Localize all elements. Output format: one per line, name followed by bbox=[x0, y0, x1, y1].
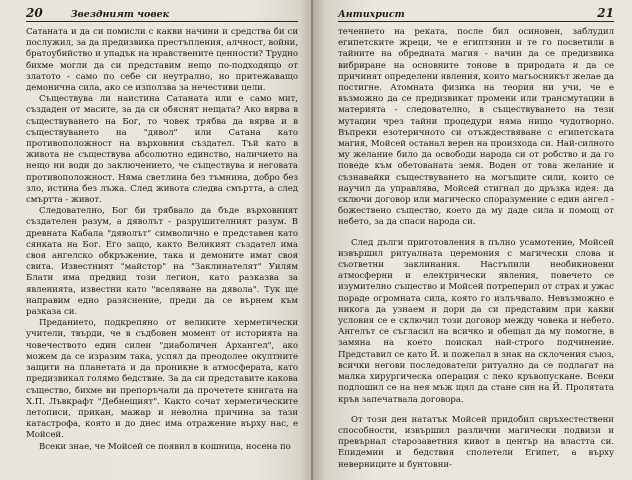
left-page bbox=[0, 0, 312, 480]
paragraph: течението на реката, после бил осиновен, заблудил египетските жреци, че е египтянин и те го посветили в тайните на обредната магия - начин да се предизвика вибриране на основните тонове в природата и да се причинят определени явления, които магьосникът желае да постигне. Атомната физика на теория ни учи, че е възможно да се предизвикат промени или трансмутации в материята - следователно, в съществуването на тези мутации чрез тайни процедури няма нищо чудотворно. Въпреки езотеричното си отъждествяване с египетската магия, Мойсей останал верен на произхода си. Най-силното му желание било да освободи народа си от робство и да го поведе към обетованата земя. Воден от това желание и съзнавайки съществуването на могъщите сили, които се научил да управлява, Мойсей стигнал до дръзка идея: да сключи договор или магическо споразумение с един ангел - божествено същество, което да му даде сила и помощ от небето, за да спаси народа си. bbox=[338, 27, 614, 228]
left-running-title: Звездният човек bbox=[70, 9, 170, 20]
paragraph: Следователно, Бог би трябвало да бъде върховният създателен разум, а дяволът - разрушителният разум. В древната Кабала "дяволът" символично е представен като сянката на Бог. Его защо, както Великият създател има своя ангелско обкръжение, така и демоните имат своя свита. Известният "майстор" на "Заклинателят" Уилям Блати има предвид този легион, като разказва за явленията, известни като "вселяване на дявола". Тук ще направим едно разяснение, преди да се върнем към разказа си. bbox=[26, 206, 298, 318]
right-page-number: 21 bbox=[597, 6, 614, 20]
right-page-text bbox=[338, 27, 614, 471]
paragraph: Преданието, подкрепяно от великите херметически учители, твърди, че в съдбовен момент от историята на човечеството един силен "диаболичен Архангел", ако можем да се изразим така, успял да преодолее окултните защити на планетата и да проникне в атмосферата, като предизвикал голямо бедствие. За да си представите какова същество, бихме ви препоръчали да прочетете книгата на Х.П. Лъвкрафт "Дебнещият". Както сочат херметическите летописи, прикан, мажар и неволна причина за тази катастрофа, която и до днес има отражение върху нас, е Мойсей. bbox=[26, 318, 298, 441]
left-page-text bbox=[26, 27, 298, 453]
paragraph: Съществува ли наистина Сатаната или е само мит, създаден от масите, за да си обяснят нещата? Ако вярва в съществуването на Бог, то човек трябва да вярва и в съществуването на "дявол" или Сатана като противоположност на върховния създател. Тъй като в живота не съществува абсолютно единство, наличието на нещо ни води до заключението, че съществува и неговата противоположност. Няма светлина без тъмнина, добро без зло, истина без лъжа. След живота следва смъртта, а след смъртта - живот. bbox=[26, 94, 298, 206]
left-page-number: 20 bbox=[26, 6, 43, 20]
left-running-head bbox=[26, 6, 298, 22]
paragraph: От този ден нататък Мойсей придобил свръхестествени способности, извършил различни магически подвизи и превърнал старозаветния кивот в център на властта си. Епидемии и бедствия сполетели Египет, а върху неверниците и бунтовни- bbox=[338, 414, 614, 470]
right-running-title: Антихрист bbox=[338, 9, 405, 20]
right-running-head bbox=[338, 6, 614, 22]
right-page bbox=[312, 0, 632, 480]
paragraph: Всеки знае, че Мойсей се появил в кошница, носена по bbox=[39, 441, 291, 452]
paragraph: Сатаната и да си помисли с какви начини и средства би си послужил, за да предизвика престъпления, алчност, войни, братоубийство и упадък на нравствените ценности? Трудно бихме могли да си представим нещо по-подходящо от златото - само по себе си неутрално, но притежаващо демонична сила, ако се използва за нечестиви цели. bbox=[26, 27, 298, 94]
book-gutter bbox=[311, 0, 313, 480]
paragraph: След дълги приготовления в пълно усамотение, Мойсей извършил ритуалната церемония с магически слова и съответни заклинания. Настъпили необикновени атмосферни и електрически явления, повечето се изумително същество и Мойсей потреперил от страх и ужас пораде огромната сила, която го излъчвало. Невъзможно е никога да узнаем и дори да си представим при какви условия се е сключил този договор между човека и небето. Ангелът се съгласил на всичко и обещал да му помогне, в замяна на което поискал най-строго подчинение. Представил се като Й. и пожелал в знак на склочения съюз, всички негови последователи ритуално да се подлагат на малка хирургическа операция с леко кръвопускане. Всеки подлошил се на нея мъж щял да стане син на Й. Пролятата кръв запечатвала договора. bbox=[338, 237, 614, 405]
